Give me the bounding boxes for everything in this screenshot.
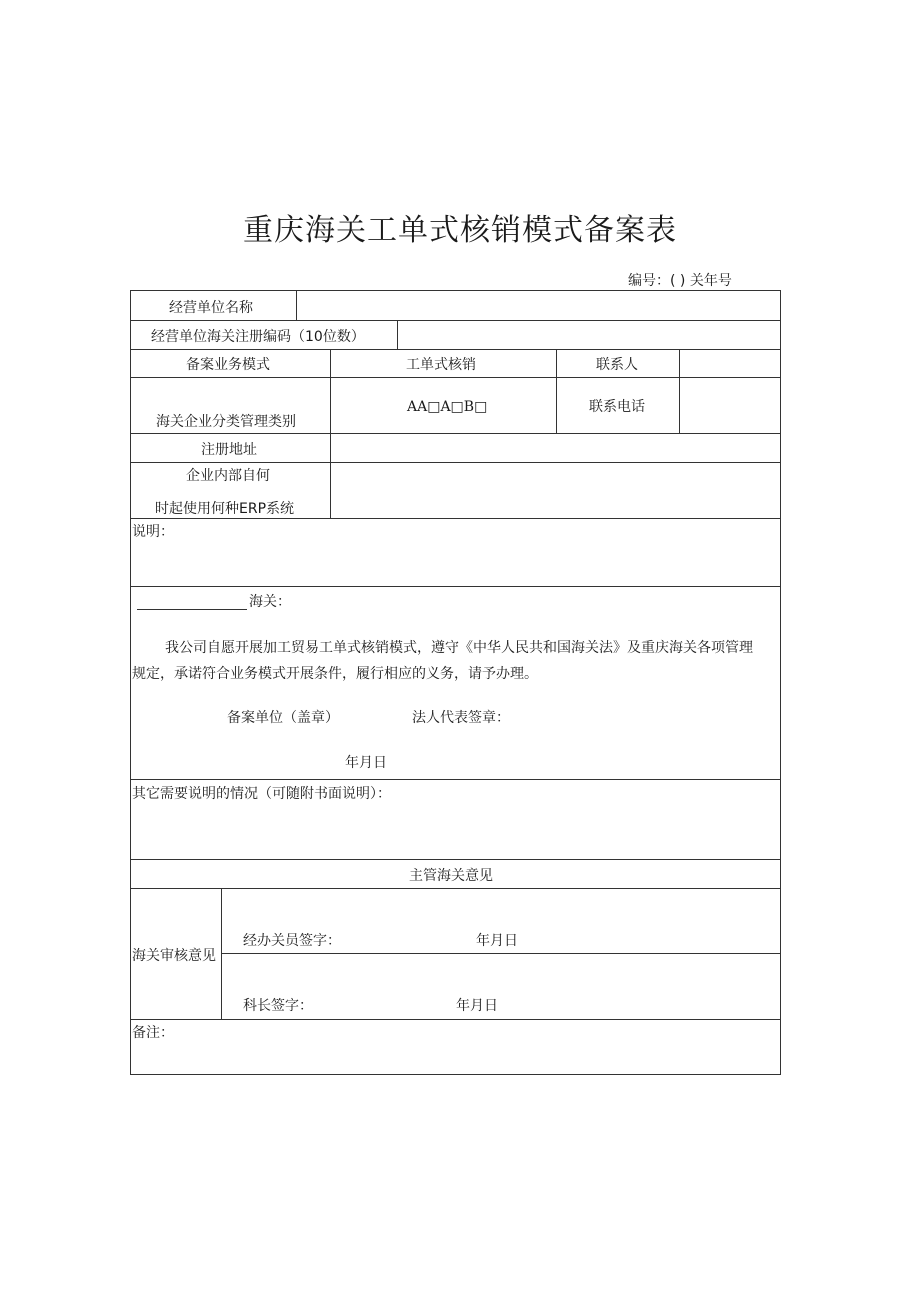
other-info-label: 其它需要说明的情况（可随附书面说明）：	[132, 786, 391, 802]
row-divider	[131, 586, 781, 587]
remarks-label: 备注：	[132, 1025, 174, 1041]
column-divider	[556, 349, 557, 433]
row-divider	[131, 349, 781, 350]
column-divider	[397, 320, 398, 349]
seal-label: 备案单位（盖章）	[227, 710, 339, 726]
operator-name-label: 经营单位名称	[169, 300, 253, 316]
category-label: 海关企业分类管理类别	[156, 414, 296, 430]
erp-label-line2: 时起使用何种ERP系统	[155, 501, 295, 517]
column-divider	[330, 349, 331, 518]
row-divider	[221, 953, 781, 954]
form-table	[130, 290, 781, 1075]
address-label: 注册地址	[201, 442, 257, 458]
chief-date: 年月日	[456, 998, 498, 1014]
row-divider	[131, 377, 781, 378]
business-mode-label: 备案业务模式	[186, 357, 270, 373]
customs-suffix: 海关：	[249, 594, 291, 610]
category-checkboxes: AA□A□B□	[407, 399, 488, 415]
customs-name-blank	[137, 609, 247, 610]
declaration-date: 年月日	[345, 755, 387, 771]
notes-label: 说明：	[132, 524, 174, 540]
row-divider	[131, 320, 781, 321]
declaration-line2: 规定，承诺符合业务模式开展条件，履行相应的义务，请予办理。	[132, 666, 538, 682]
row-divider	[131, 888, 781, 889]
row-divider	[131, 859, 781, 860]
row-divider	[131, 1019, 781, 1020]
column-divider	[679, 349, 680, 433]
chief-signature-label: 科长签字：	[243, 998, 313, 1014]
phone-label: 联系电话	[589, 399, 645, 415]
operator-code-label: 经营单位海关注册编码（10位数）	[151, 329, 365, 345]
declaration-line1: 我公司自愿开展加工贸易工单式核销模式，遵守《中华人民共和国海关法》及重庆海关各项管理	[165, 640, 753, 656]
row-divider	[131, 462, 781, 463]
business-mode-value: 工单式核销	[406, 357, 476, 373]
officer-date: 年月日	[476, 933, 518, 949]
form-title: 重庆海关工单式核销模式备案表	[243, 213, 677, 248]
opinion-header: 主管海关意见	[409, 868, 493, 884]
column-divider	[296, 291, 297, 320]
row-divider	[131, 779, 781, 780]
document-number: 编号：( ) 关年号	[628, 273, 732, 289]
erp-label-line1: 企业内部自何	[186, 468, 270, 484]
column-divider	[221, 888, 222, 1019]
contact-label: 联系人	[596, 357, 638, 373]
officer-signature-label: 经办关员签字：	[243, 933, 341, 949]
review-side-label: 海关审核意见	[132, 948, 216, 964]
row-divider	[131, 433, 781, 434]
legal-rep-label: 法人代表签章：	[412, 710, 510, 726]
row-divider	[131, 518, 781, 519]
